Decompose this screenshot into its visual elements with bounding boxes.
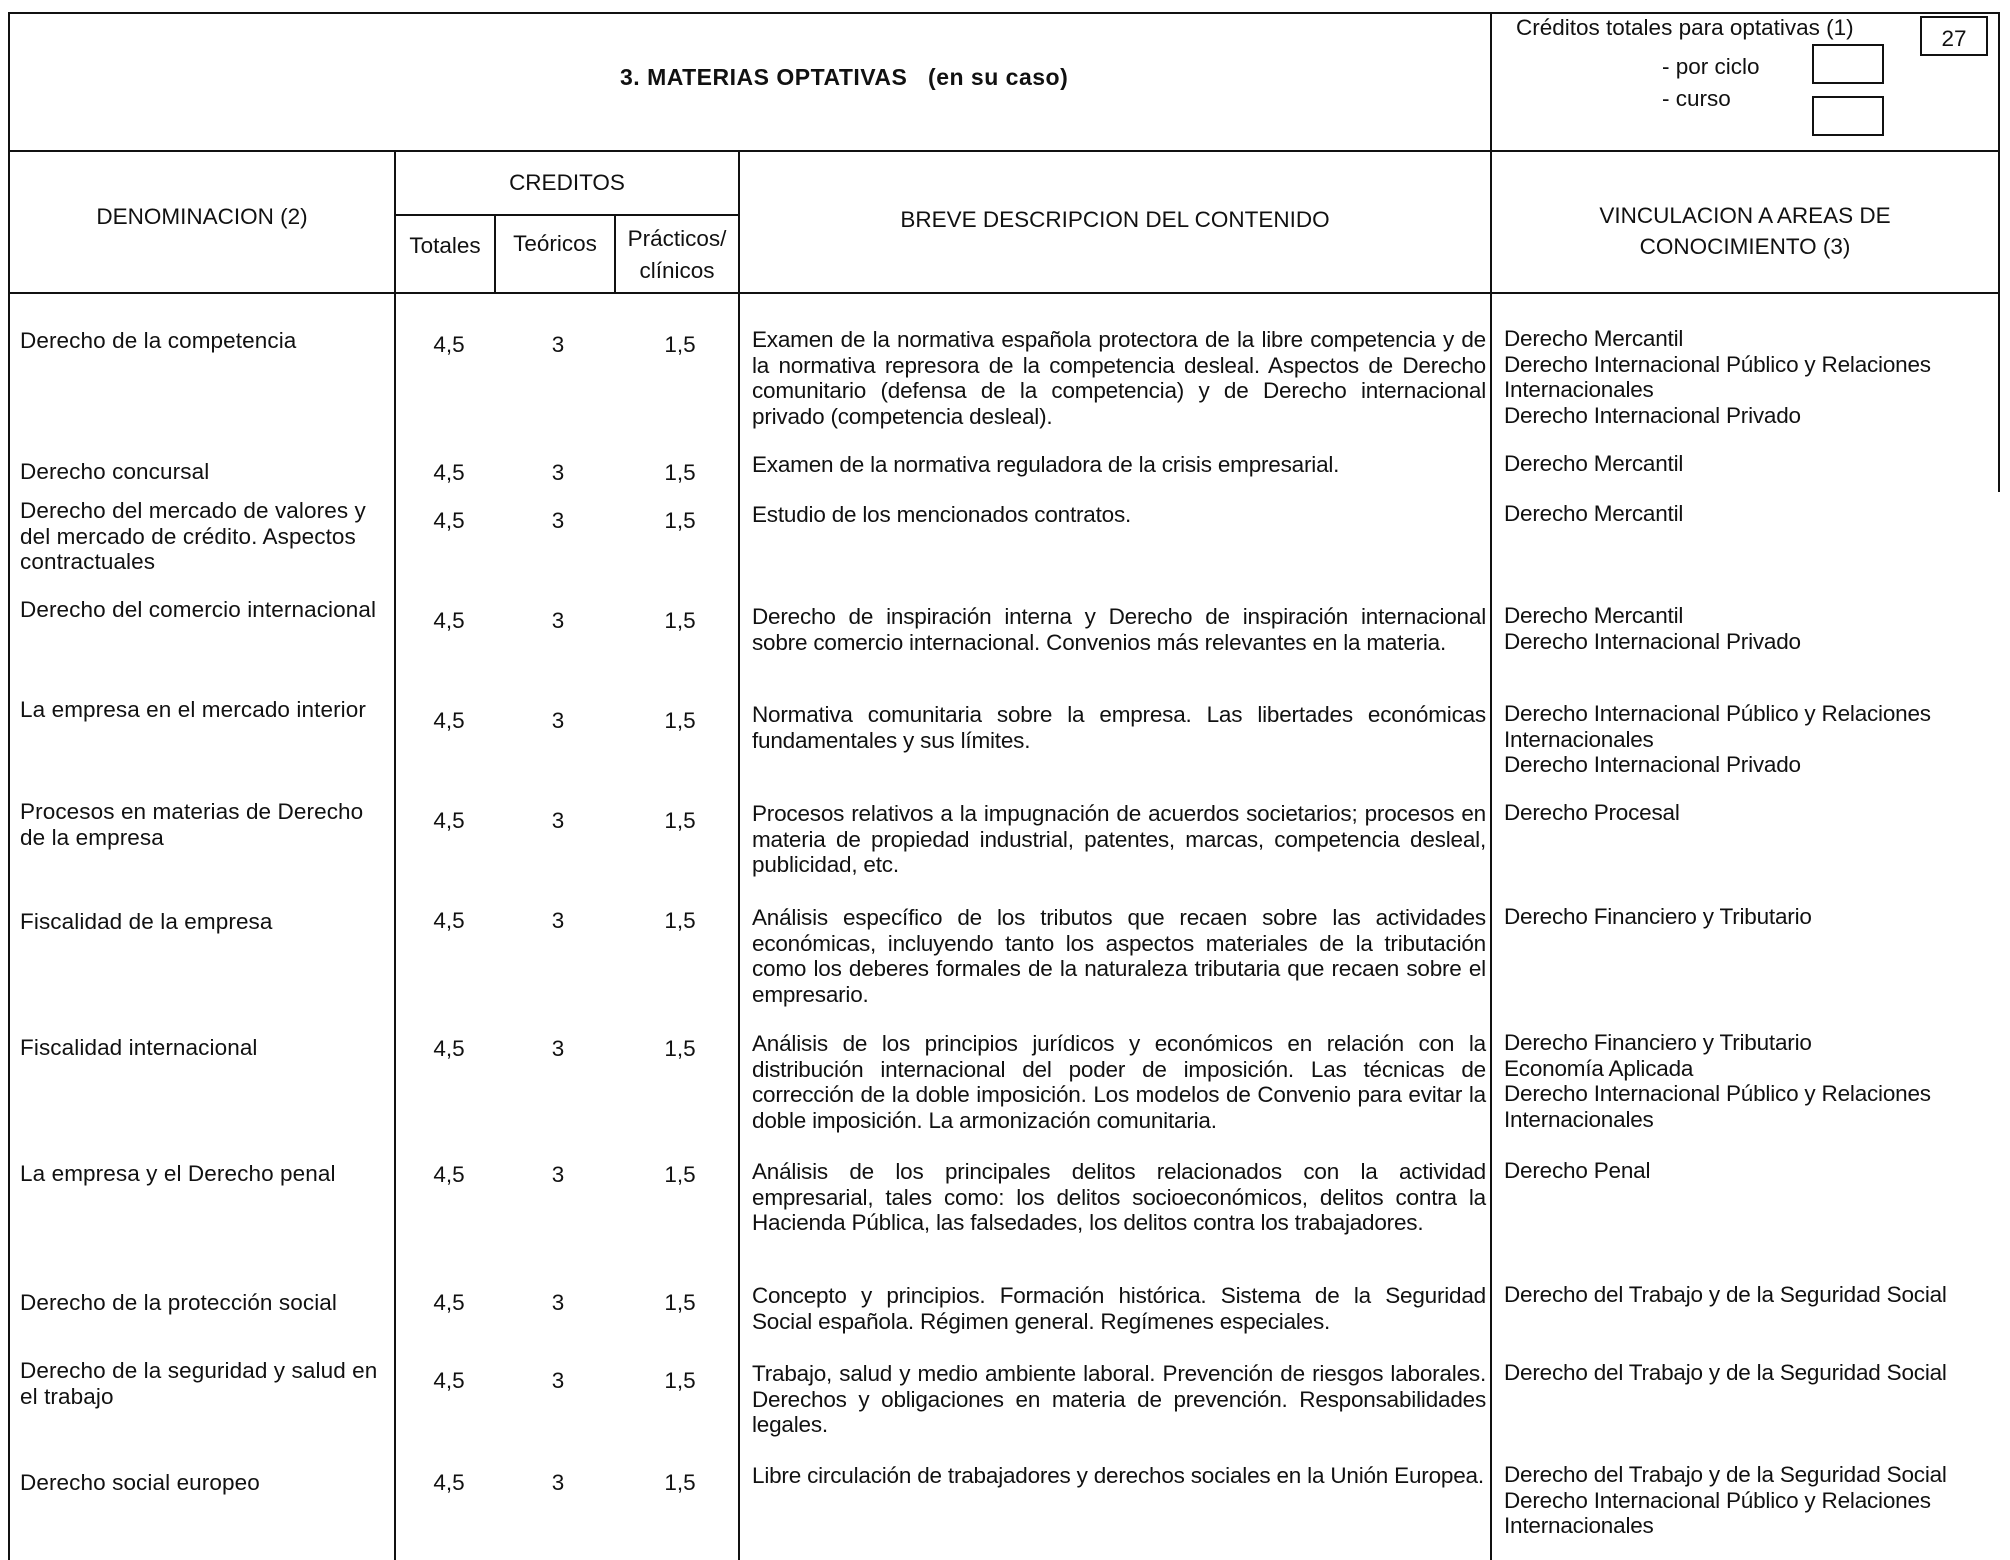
area-item: Internacionales [1504, 1513, 1654, 1538]
row-areas [1504, 603, 1998, 654]
row-denominacion: La empresa y el Derecho penal [20, 1161, 336, 1186]
row-descripcion: Examen de la normativa reguladora de la crisis empresarial. [752, 452, 1340, 477]
area-item: Derecho Mercantil [1504, 326, 1684, 351]
area-item: Derecho Penal [1504, 1158, 1651, 1183]
row-teoricos: 3 [551, 608, 565, 633]
row-denominacion: Derecho social europeo [20, 1470, 260, 1495]
row-areas [1504, 1360, 1998, 1386]
row-descripcion: Derecho de inspiración interna y Derecho de inspiración internacional sobre comercio internacional. Convenios más relevantes en la materia. [752, 604, 1486, 655]
row-denominacion: Procesos en materias de Derecho de la empresa [20, 799, 364, 850]
row-totales: 4,5 [433, 460, 465, 485]
section-title: 3. MATERIAS OPTATIVAS (en su caso) [620, 64, 1069, 90]
col-header-vinculacion-1: VINCULACION A AREAS DE [1599, 203, 1891, 228]
header-bottom-line [8, 150, 2000, 152]
col-line-denominacion [394, 152, 396, 1560]
right-border [1998, 12, 2000, 492]
row-practicos: 1,5 [664, 1470, 696, 1495]
row-descripcion: Examen de la normativa española protectora de la libre competencia y de la normativa represora de la competencia desleal. Aspectos de Derecho comunitario (defensa de la competencia) y de Derecho internacional privado (competencia desleal). [752, 327, 1486, 429]
row-areas [1504, 904, 1998, 930]
row-totales: 4,5 [433, 708, 465, 733]
row-teoricos: 3 [551, 1162, 565, 1187]
curso-box [1812, 96, 1884, 136]
row-teoricos: 3 [551, 1368, 565, 1393]
left-border [8, 12, 10, 1560]
row-totales: 4,5 [433, 1290, 465, 1315]
row-denominacion: Fiscalidad internacional [20, 1035, 258, 1060]
area-item: Internacionales [1504, 726, 1654, 752]
row-totales: 4,5 [433, 608, 465, 633]
row-descripcion: Análisis de los principales delitos relacionados con la actividad empresarial, tales como: los delitos socioeconómicos, delitos contra la Hacienda Pública, las falsedades, los delitos contra los trabajadores. [752, 1159, 1486, 1235]
col-header-totales: Totales [409, 233, 481, 258]
area-item: Internacionales [1504, 1106, 1654, 1132]
row-totales: 4,5 [433, 1036, 465, 1061]
area-item: Derecho Internacional Público y Relaciones [1504, 1487, 1931, 1513]
row-areas [1504, 326, 1998, 428]
area-item: Derecho Internacional Público y Relaciones [1504, 1081, 1931, 1106]
area-item: Derecho Internacional Público y Relaciones [1504, 351, 1931, 377]
row-denominacion: Derecho del mercado de valores y del mercado de crédito. Aspectos contractuales [20, 498, 366, 574]
top-border [8, 12, 2000, 14]
row-totales: 4,5 [433, 332, 465, 357]
area-item: Derecho Mercantil [1504, 451, 1684, 476]
row-teoricos: 3 [551, 1290, 565, 1315]
row-totales: 4,5 [433, 1470, 465, 1495]
row-practicos: 1,5 [664, 1368, 696, 1393]
row-areas [1504, 800, 1998, 826]
area-item: Derecho Financiero y Tributario [1504, 1030, 1812, 1055]
area-item: Derecho del Trabajo y de la Seguridad Social [1504, 1462, 1947, 1487]
area-item: Derecho Internacional Público y Relaciones [1504, 701, 1931, 726]
row-practicos: 1,5 [664, 1290, 696, 1315]
col-header-denominacion: DENOMINACION (2) [96, 204, 308, 229]
area-item: Derecho Internacional Privado [1504, 628, 1801, 654]
row-teoricos: 3 [551, 808, 565, 833]
row-practicos: 1,5 [664, 908, 696, 933]
row-descripcion: Análisis de los principios jurídicos y económicos en relación con la distribución internacional del poder de imposición. Las técnicas de corrección de la doble imposición. Los modelos de Convenio para evitar la doble imposición. La armonización comunitaria. [752, 1031, 1486, 1133]
curso-label: - curso [1662, 86, 1731, 111]
row-denominacion: Derecho de la competencia [20, 328, 297, 353]
row-descripcion: Análisis específico de los tributos que recaen sobre las actividades económicas, incluyendo tanto los aspectos materiales de la tributación como los deberes formales de la naturaleza tributaria que recaen sobre el empresario. [752, 905, 1486, 1007]
row-teoricos: 3 [551, 460, 565, 485]
row-descripcion: Trabajo, salud y medio ambiente laboral. Prevención de riesgos laborales. Derechos y obligaciones en materia de prevención. Responsabilidades legales. [752, 1361, 1486, 1437]
credits-total-value: 27 [1941, 26, 1967, 51]
row-practicos: 1,5 [664, 608, 696, 633]
row-descripcion: Estudio de los mencionados contratos. [752, 502, 1132, 527]
area-item: Derecho del Trabajo y de la Seguridad Social [1504, 1360, 1947, 1385]
col-header-vinculacion-2: CONOCIMIENTO (3) [1639, 234, 1851, 259]
row-descripcion: Normativa comunitaria sobre la empresa. Las libertades económicas fundamentales y sus límites. [752, 702, 1486, 753]
row-teoricos: 3 [551, 908, 565, 933]
area-item: Internacionales [1504, 377, 1654, 402]
row-practicos: 1,5 [664, 808, 696, 833]
area-item: Derecho Mercantil [1504, 603, 1684, 628]
row-denominacion: La empresa en el mercado interior [20, 697, 366, 722]
row-areas [1504, 451, 1998, 477]
row-totales: 4,5 [433, 1368, 465, 1393]
row-practicos: 1,5 [664, 708, 696, 733]
row-areas [1504, 1462, 1998, 1539]
row-teoricos: 3 [551, 332, 565, 357]
row-totales: 4,5 [433, 808, 465, 833]
row-totales: 4,5 [433, 1162, 465, 1187]
area-item: Economía Aplicada [1504, 1055, 1694, 1081]
row-denominacion: Derecho concursal [20, 459, 210, 484]
area-item: Derecho Internacional Privado [1504, 752, 1801, 777]
row-descripcion: Concepto y principios. Formación histórica. Sistema de la Seguridad Social española. Régimen general. Regímenes especiales. [752, 1283, 1486, 1334]
row-denominacion: Fiscalidad de la empresa [20, 909, 273, 934]
row-denominacion: Derecho de la seguridad y salud en el trabajo [20, 1358, 378, 1409]
col-line-practicos [738, 152, 740, 1560]
credits-total-box [1920, 16, 1988, 56]
col-header-practicos-2: clínicos [639, 258, 715, 283]
row-teoricos: 3 [551, 1036, 565, 1061]
column-header-bottom-line [8, 292, 2000, 294]
area-item: Derecho del Trabajo y de la Seguridad Social [1504, 1282, 1947, 1307]
por-ciclo-box [1812, 44, 1884, 84]
row-descripcion: Procesos relativos a la impugnación de acuerdos societarios; procesos en materia de propiedad industrial, patentes, marcas, competencia desleal, publicidad, etc. [752, 801, 1486, 877]
row-practicos: 1,5 [664, 332, 696, 357]
row-totales: 4,5 [433, 908, 465, 933]
row-teoricos: 3 [551, 708, 565, 733]
row-practicos: 1,5 [664, 1036, 696, 1061]
area-item: Derecho Procesal [1504, 800, 1680, 825]
row-areas [1504, 1282, 1998, 1308]
col-header-creditos: CREDITOS [509, 170, 625, 195]
row-areas [1504, 501, 1998, 527]
row-denominacion: Derecho del comercio internacional [20, 597, 377, 622]
row-practicos: 1,5 [664, 1162, 696, 1187]
row-practicos: 1,5 [664, 460, 696, 485]
area-item: Derecho Mercantil [1504, 501, 1684, 526]
row-denominacion: Derecho de la protección social [20, 1290, 338, 1315]
row-practicos: 1,5 [664, 508, 696, 533]
row-descripcion: Libre circulación de trabajadores y derechos sociales en la Unión Europea. [752, 1463, 1484, 1488]
row-teoricos: 3 [551, 508, 565, 533]
row-areas [1504, 701, 1998, 778]
area-item: Derecho Financiero y Tributario [1504, 904, 1812, 929]
por-ciclo-label: - por ciclo [1662, 54, 1760, 79]
row-areas [1504, 1030, 1998, 1132]
row-teoricos: 3 [551, 1470, 565, 1495]
col-header-practicos-1: Prácticos/ [627, 226, 727, 251]
col-header-descripcion: BREVE DESCRIPCION DEL CONTENIDO [900, 207, 1330, 232]
row-totales: 4,5 [433, 508, 465, 533]
area-item: Derecho Internacional Privado [1504, 402, 1801, 428]
row-areas [1504, 1158, 1998, 1184]
creditos-subheader-line [396, 214, 738, 216]
col-header-teoricos: Teóricos [513, 231, 597, 256]
credits-label: Créditos totales para optativas (1) [1516, 15, 1854, 40]
